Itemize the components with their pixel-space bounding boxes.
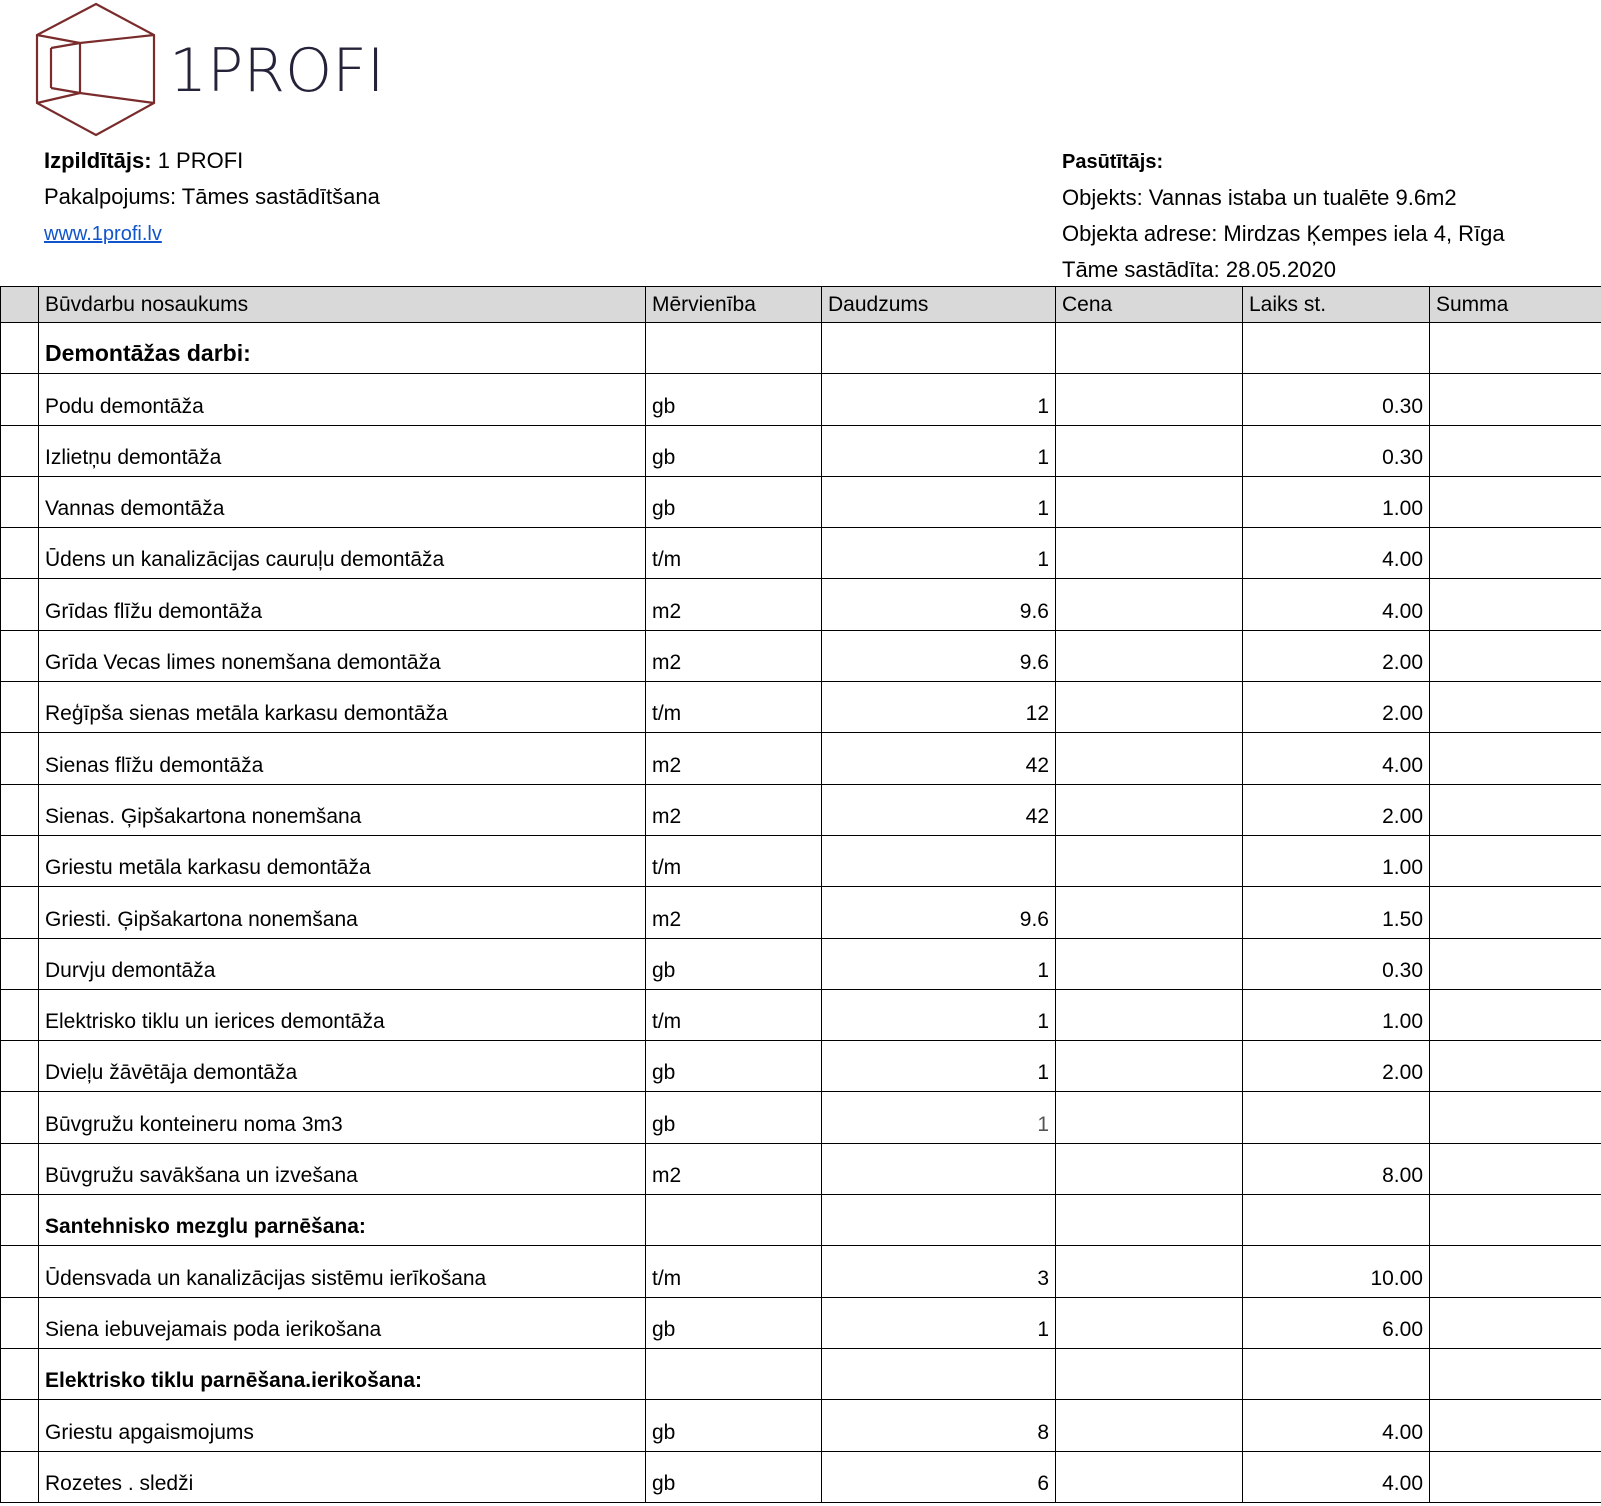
contractor-value: 1 PROFI	[157, 148, 244, 173]
table-row	[1, 1297, 1601, 1348]
row-index-cell	[1, 1041, 39, 1092]
table-row	[1, 1451, 1601, 1502]
item-name-cell: Siena iebuvejamais poda ierikošana	[39, 1297, 646, 1348]
item-name-cell: Elektrisko tiklu un ierices demontāža	[39, 989, 646, 1040]
table-row	[1, 579, 1601, 630]
price-cell	[1056, 323, 1243, 374]
row-index-cell	[1, 1143, 39, 1194]
sum-cell	[1430, 476, 1601, 527]
price-cell	[1056, 1400, 1243, 1451]
sum-cell	[1430, 1348, 1601, 1399]
price-cell	[1056, 579, 1243, 630]
item-name-cell: Grīda Vecas limes nonemšana demontāža	[39, 630, 646, 681]
quantity-cell: 9.6	[822, 887, 1056, 938]
hours-cell: 1.00	[1243, 476, 1430, 527]
quantity-cell: 42	[822, 784, 1056, 835]
quantity-cell: 1	[822, 1092, 1056, 1143]
sum-cell	[1430, 1092, 1601, 1143]
unit-cell: gb	[646, 1297, 822, 1348]
hours-cell: 1.50	[1243, 887, 1430, 938]
price-cell	[1056, 1092, 1243, 1143]
hours-cell: 2.00	[1243, 630, 1430, 681]
header-sum: Summa	[1430, 287, 1601, 323]
row-index-cell	[1, 989, 39, 1040]
hours-cell: 4.00	[1243, 1400, 1430, 1451]
unit-cell: m2	[646, 887, 822, 938]
sum-cell	[1430, 1246, 1601, 1297]
table-row	[1, 989, 1601, 1040]
row-index-cell	[1, 1400, 39, 1451]
unit-cell: gb	[646, 1092, 822, 1143]
quantity-cell: 42	[822, 733, 1056, 784]
sum-cell	[1430, 1451, 1601, 1502]
table-row	[1, 1092, 1601, 1143]
unit-cell: t/m	[646, 1246, 822, 1297]
row-index-cell	[1, 374, 39, 425]
hours-cell: 4.00	[1243, 1451, 1430, 1502]
item-name-cell: Demontāžas darbi:	[39, 323, 646, 374]
unit-cell: gb	[646, 425, 822, 476]
quantity-cell	[822, 323, 1056, 374]
unit-cell: gb	[646, 1400, 822, 1451]
row-index-cell	[1, 425, 39, 476]
price-cell	[1056, 989, 1243, 1040]
price-cell	[1056, 1041, 1243, 1092]
header-unit: Mērvienība	[646, 287, 822, 323]
unit-cell: t/m	[646, 989, 822, 1040]
sum-cell	[1430, 323, 1601, 374]
sum-cell	[1430, 1400, 1601, 1451]
table-row	[1, 1400, 1601, 1451]
sum-cell	[1430, 1143, 1601, 1194]
price-cell	[1056, 887, 1243, 938]
sum-cell	[1430, 425, 1601, 476]
sum-cell	[1430, 938, 1601, 989]
address-line: Objekta adrese: Mirdzas Ķempes iela 4, Rīga	[1062, 221, 1505, 246]
sum-cell	[1430, 579, 1601, 630]
row-index-cell	[1, 323, 39, 374]
quantity-cell: 1	[822, 938, 1056, 989]
estimate-table	[0, 286, 1601, 1503]
unit-cell: m2	[646, 1143, 822, 1194]
hours-cell	[1243, 1195, 1430, 1246]
brand-name: 1PROFI	[169, 36, 385, 106]
item-name-cell: Durvju demontāža	[39, 938, 646, 989]
sum-cell	[1430, 1041, 1601, 1092]
row-index-cell	[1, 1348, 39, 1399]
quantity-cell: 1	[822, 476, 1056, 527]
price-cell	[1056, 630, 1243, 681]
row-index-cell	[1, 682, 39, 733]
price-cell	[1056, 1297, 1243, 1348]
row-index-cell	[1, 1092, 39, 1143]
section-row	[1, 323, 1601, 374]
unit-cell: gb	[646, 1041, 822, 1092]
price-cell	[1056, 938, 1243, 989]
company-logo	[34, 2, 385, 137]
unit-cell: m2	[646, 630, 822, 681]
table-row	[1, 1143, 1601, 1194]
website-link[interactable]: www.1profi.lv	[44, 223, 162, 245]
quantity-cell: 1	[822, 1297, 1056, 1348]
row-index-cell	[1, 1195, 39, 1246]
client-info	[1062, 144, 1505, 288]
quantity-cell: 1	[822, 425, 1056, 476]
contractor-label: Izpildītājs:	[44, 148, 152, 173]
item-name-cell: Ūdens un kanalizācijas cauruļu demontāža	[39, 528, 646, 579]
header-price: Cena	[1056, 287, 1243, 323]
service-line: Pakalpojums: Tāmes sastādītšana	[44, 184, 380, 209]
hours-cell: 2.00	[1243, 1041, 1430, 1092]
hours-cell: 0.30	[1243, 374, 1430, 425]
sum-cell	[1430, 682, 1601, 733]
price-cell	[1056, 1451, 1243, 1502]
item-name-cell: Sienas flīžu demontāža	[39, 733, 646, 784]
price-cell	[1056, 528, 1243, 579]
price-cell	[1056, 476, 1243, 527]
hours-cell	[1243, 1092, 1430, 1143]
price-cell	[1056, 1246, 1243, 1297]
cube-hexagon-icon	[34, 2, 159, 137]
hours-cell: 10.00	[1243, 1246, 1430, 1297]
item-name-cell: Griestu metāla karkasu demontāža	[39, 835, 646, 886]
quantity-cell	[822, 1348, 1056, 1399]
table-row	[1, 835, 1601, 886]
table-row	[1, 476, 1601, 527]
table-row	[1, 784, 1601, 835]
table-row	[1, 630, 1601, 681]
item-name-cell: Podu demontāža	[39, 374, 646, 425]
quantity-cell: 9.6	[822, 630, 1056, 681]
sum-cell	[1430, 374, 1601, 425]
item-name-cell: Griestu apgaismojums	[39, 1400, 646, 1451]
price-cell	[1056, 1348, 1243, 1399]
item-name-cell: Sienas. Ģipšakartona nonemšana	[39, 784, 646, 835]
unit-cell: gb	[646, 1451, 822, 1502]
item-name-cell: Būvgružu konteineru noma 3m3	[39, 1092, 646, 1143]
price-cell	[1056, 733, 1243, 784]
row-index-cell	[1, 835, 39, 886]
header-hours: Laiks st.	[1243, 287, 1430, 323]
hours-cell	[1243, 1348, 1430, 1399]
item-name-cell: Reģīpša sienas metāla karkasu demontāža	[39, 682, 646, 733]
hours-cell: 0.30	[1243, 938, 1430, 989]
hours-cell: 2.00	[1243, 784, 1430, 835]
hours-cell: 4.00	[1243, 528, 1430, 579]
price-cell	[1056, 425, 1243, 476]
row-index-cell	[1, 476, 39, 527]
section-row	[1, 1348, 1601, 1399]
hours-cell: 6.00	[1243, 1297, 1430, 1348]
quantity-cell: 3	[822, 1246, 1056, 1297]
table-row	[1, 1246, 1601, 1297]
sum-cell	[1430, 1297, 1601, 1348]
sum-cell	[1430, 835, 1601, 886]
row-index-cell	[1, 887, 39, 938]
table-row	[1, 733, 1601, 784]
table-row	[1, 682, 1601, 733]
table-row	[1, 374, 1601, 425]
quantity-cell: 1	[822, 374, 1056, 425]
unit-cell: t/m	[646, 682, 822, 733]
item-name-cell: Elektrisko tiklu parnēšana.ierikošana:	[39, 1348, 646, 1399]
sum-cell	[1430, 1195, 1601, 1246]
price-cell	[1056, 374, 1243, 425]
row-index-cell	[1, 938, 39, 989]
header-index	[1, 287, 39, 323]
table-row	[1, 887, 1601, 938]
item-name-cell: Vannas demontāža	[39, 476, 646, 527]
item-name-cell: Būvgružu savākšana un izvešana	[39, 1143, 646, 1194]
unit-cell	[646, 323, 822, 374]
hours-cell: 1.00	[1243, 835, 1430, 886]
unit-cell	[646, 1195, 822, 1246]
header-name: Būvdarbu nosaukums	[39, 287, 646, 323]
quantity-cell: 9.6	[822, 579, 1056, 630]
date-line: Tāme sastādīta: 28.05.2020	[1062, 257, 1336, 282]
hours-cell: 2.00	[1243, 682, 1430, 733]
table-row	[1, 528, 1601, 579]
item-name-cell: Ūdensvada un kanalizācijas sistēmu ierīkošana	[39, 1246, 646, 1297]
object-line: Objekts: Vannas istaba un tualēte 9.6m2	[1062, 185, 1457, 210]
row-index-cell	[1, 1246, 39, 1297]
hours-cell: 4.00	[1243, 579, 1430, 630]
row-index-cell	[1, 1451, 39, 1502]
sum-cell	[1430, 887, 1601, 938]
table-row	[1, 425, 1601, 476]
hours-cell	[1243, 323, 1430, 374]
quantity-cell: 1	[822, 989, 1056, 1040]
sum-cell	[1430, 989, 1601, 1040]
price-cell	[1056, 784, 1243, 835]
unit-cell	[646, 1348, 822, 1399]
client-label: Pasūtītājs:	[1062, 151, 1164, 173]
hours-cell: 1.00	[1243, 989, 1430, 1040]
item-name-cell: Grīdas flīžu demontāža	[39, 579, 646, 630]
row-index-cell	[1, 1297, 39, 1348]
sum-cell	[1430, 733, 1601, 784]
quantity-cell: 8	[822, 1400, 1056, 1451]
unit-cell: gb	[646, 476, 822, 527]
table-row	[1, 1041, 1601, 1092]
sum-cell	[1430, 784, 1601, 835]
contractor-line	[44, 143, 380, 179]
item-name-cell: Dvieļu žāvētāja demontāža	[39, 1041, 646, 1092]
table-row	[1, 938, 1601, 989]
unit-cell: m2	[646, 733, 822, 784]
sum-cell	[1430, 630, 1601, 681]
row-index-cell	[1, 528, 39, 579]
row-index-cell	[1, 579, 39, 630]
unit-cell: t/m	[646, 835, 822, 886]
sum-cell	[1430, 528, 1601, 579]
quantity-cell	[822, 1195, 1056, 1246]
quantity-cell: 6	[822, 1451, 1056, 1502]
unit-cell: gb	[646, 374, 822, 425]
price-cell	[1056, 682, 1243, 733]
quantity-cell: 12	[822, 682, 1056, 733]
hours-cell: 4.00	[1243, 733, 1430, 784]
item-name-cell: Rozetes . sledži	[39, 1451, 646, 1502]
hours-cell: 0.30	[1243, 425, 1430, 476]
price-cell	[1056, 1143, 1243, 1194]
section-row	[1, 1195, 1601, 1246]
row-index-cell	[1, 630, 39, 681]
item-name-cell: Izlietņu demontāža	[39, 425, 646, 476]
contractor-info	[44, 143, 380, 252]
unit-cell: t/m	[646, 528, 822, 579]
row-index-cell	[1, 733, 39, 784]
quantity-cell	[822, 1143, 1056, 1194]
item-name-cell: Griesti. Ģipšakartona nonemšana	[39, 887, 646, 938]
quantity-cell: 1	[822, 1041, 1056, 1092]
unit-cell: gb	[646, 938, 822, 989]
price-cell	[1056, 835, 1243, 886]
table-header-row	[1, 287, 1601, 323]
quantity-cell: 1	[822, 528, 1056, 579]
unit-cell: m2	[646, 784, 822, 835]
row-index-cell	[1, 784, 39, 835]
price-cell	[1056, 1195, 1243, 1246]
hours-cell: 8.00	[1243, 1143, 1430, 1194]
header-qty: Daudzums	[822, 287, 1056, 323]
item-name-cell: Santehnisko mezglu parnēšana:	[39, 1195, 646, 1246]
unit-cell: m2	[646, 579, 822, 630]
quantity-cell	[822, 835, 1056, 886]
